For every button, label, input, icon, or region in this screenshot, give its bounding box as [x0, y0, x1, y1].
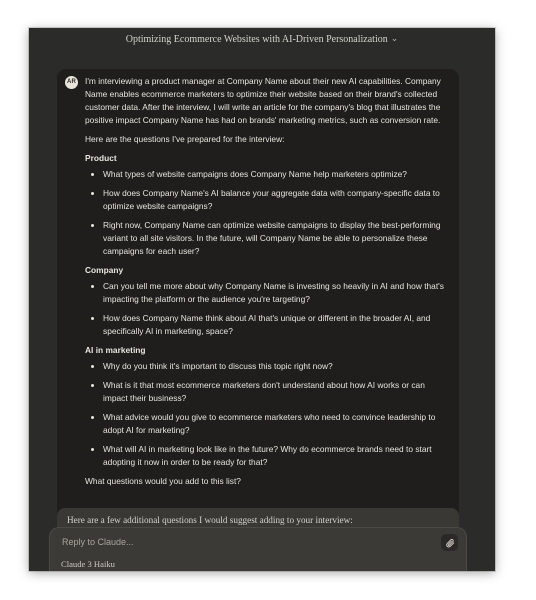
chevron-down-icon[interactable]: ⌄: [390, 32, 399, 43]
paperclip-icon[interactable]: [445, 538, 455, 548]
section-product: [85, 152, 449, 258]
list-item: • How does Company Name's AI balance your aggregate data with company-specific data to optimize website campaigns?: [103, 187, 449, 213]
section-heading: AI in marketing: [85, 345, 146, 355]
question-list: [85, 280, 449, 338]
conversation-title[interactable]: Optimizing Ecommerce Websites with AI-Driven Personalization: [125, 33, 388, 45]
question-list: [85, 168, 449, 258]
section-company: [85, 264, 449, 338]
list-item: • How does Company Name think about AI that's unique or different in the broader AI, and specifically AI in marketing, space?: [103, 312, 449, 338]
message-intro: I'm interviewing a product manager at Company Name about their new AI capabilities. Company Name enables ecommerce marketers to optimize their website based on their brand's collected customer data. After the interview, I will write an article for the company's blog that illustrates the positive impact Company Name has had on brands' marketing metrics, such as conversion rate.: [85, 76, 441, 125]
message-body: [85, 75, 449, 488]
reply-preview-text: Here are a few additional questions I would suggest adding to your interview:: [67, 515, 353, 525]
list-item: • What types of website campaigns does Company Name help marketers optimize?: [103, 168, 449, 181]
list-item: • What is it that most ecommerce marketers don't understand about how AI works or can impact their business?: [103, 379, 449, 405]
attach-button[interactable]: [441, 534, 458, 551]
chat-window: [29, 28, 495, 571]
user-message: [57, 69, 459, 521]
message-closing: What questions would you add to this list?: [85, 476, 241, 486]
conversation-title-bar[interactable]: [29, 28, 495, 50]
model-selector[interactable]: Claude 3 Haiku: [61, 559, 115, 569]
section-heading: Product: [85, 153, 117, 163]
section-ai-in-marketing: [85, 344, 449, 469]
list-item: • Right now, Company Name can optimize website campaigns to display the best-performing variant to all site visitors. In the future, will Company Name be able to personalize these campaigns for each user?: [103, 219, 449, 258]
question-list: [85, 360, 449, 469]
avatar: AR: [65, 76, 78, 89]
list-item: • What will AI in marketing look like in the future? Why do ecommerce brands need to start adopting it now in order to be ready for that?: [103, 443, 449, 469]
section-heading: Company: [85, 265, 124, 275]
reply-input[interactable]: [62, 537, 422, 547]
reply-composer: [49, 527, 467, 571]
list-item: • Why do you think it's important to discuss this topic right now?: [103, 360, 449, 373]
message-lead-in: Here are the questions I've prepared for the interview:: [85, 134, 285, 144]
list-item: • What advice would you give to ecommerce marketers who need to convince leadership to adopt AI for marketing?: [103, 411, 449, 437]
list-item: • Can you tell me more about why Company Name is investing so heavily in AI and how that's impacting the platform or the audience you're targeting?: [103, 280, 449, 306]
